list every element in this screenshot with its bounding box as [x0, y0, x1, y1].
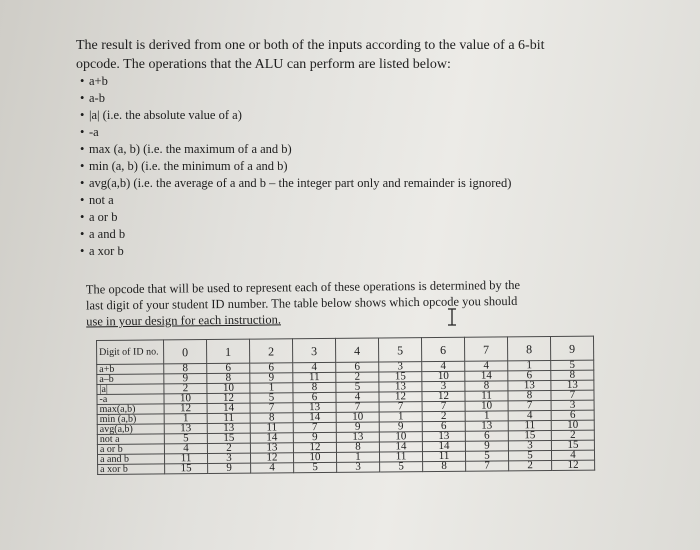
opcode-cell: 13	[508, 381, 551, 391]
operation-label-cell: a and b	[97, 454, 164, 465]
opcode-cell: 4	[164, 444, 207, 454]
opcode-cell: 5	[380, 462, 423, 472]
opcode-cell: 10	[465, 401, 508, 411]
operation-label-cell: min (a,b)	[97, 414, 164, 425]
opcode-cell: 11	[508, 421, 551, 431]
operation-item: • a-b	[80, 90, 640, 107]
opcode-cell: 6	[465, 431, 508, 441]
opcode-cell: 2	[207, 443, 250, 453]
operation-item: • max (a, b) (i.e. the maximum of a and b)	[80, 141, 640, 158]
opcode-paragraph-line: use in your design for each instruction.	[86, 312, 281, 329]
opcode-cell: 7	[293, 422, 336, 432]
operations-list	[80, 73, 640, 260]
opcode-cell: 10	[379, 432, 422, 442]
opcode-cell: 13	[551, 380, 594, 390]
operation-label-cell: -a	[97, 394, 164, 405]
digit-header-cell: 0	[164, 340, 207, 364]
opcode-cell: 4	[508, 411, 551, 421]
operation-label-cell: |a|	[97, 384, 164, 395]
operation-item: • not a	[80, 192, 640, 209]
operation-label-cell: max(a,b)	[97, 404, 164, 415]
digit-header-cell: 9	[550, 336, 593, 360]
opcode-cell: 13	[422, 431, 465, 441]
opcode-cell: 11	[293, 372, 336, 382]
opcode-cell: 3	[337, 462, 380, 472]
opcode-cell: 5	[164, 434, 207, 444]
text-cursor-icon	[446, 308, 458, 326]
opcode-cell: 9	[164, 374, 207, 384]
opcode-cell: 7	[422, 401, 465, 411]
opcode-cell: 6	[207, 363, 250, 373]
operation-item: • |a| (i.e. the absolute value of a)	[80, 107, 640, 124]
opcode-cell: 13	[336, 432, 379, 442]
opcode-cell: 5	[294, 462, 337, 472]
opcode-cell: 8	[465, 381, 508, 391]
opcode-cell: 8	[508, 391, 551, 401]
opcode-paragraph-line: last digit of your student ID number. The table below shows which opcode you should	[85, 293, 518, 313]
opcode-cell: 7	[250, 403, 293, 413]
opcode-cell: 12	[379, 392, 422, 402]
header-label-cell: Digit of ID no.	[97, 340, 164, 365]
intro-paragraph: The result is derived from one or both of the inputs according to the value of a 6-bit opcode. The operations that the ALU can perform are listed below:	[76, 38, 545, 72]
digit-header-cell: 7	[464, 337, 507, 361]
opcode-cell: 7	[379, 402, 422, 412]
opcode-cell: 1	[508, 361, 551, 371]
opcode-cell: 8	[423, 461, 466, 471]
operation-item: • -a	[80, 124, 640, 141]
operation-item: • a or b	[80, 209, 640, 226]
opcode-cell: 8	[336, 442, 379, 452]
opcode-cell: 14	[293, 412, 336, 422]
opcode-cell: 4	[293, 362, 336, 372]
opcode-cell: 12	[422, 391, 465, 401]
operation-item: • avg(a,b) (i.e. the average of a and b – the integer part only and remainder is ignored)	[80, 175, 640, 192]
opcode-cell: 1	[336, 452, 379, 462]
opcode-cell: 9	[379, 422, 422, 432]
opcode-cell: 1	[250, 383, 293, 393]
opcode-cell: 12	[293, 442, 336, 452]
opcode-cell: 14	[207, 403, 250, 413]
opcode-paragraph-line: The opcode that will be used to represent each of these operations is determined by the	[85, 277, 521, 297]
opcode-cell: 3	[422, 381, 465, 391]
opcode-cell: 4	[251, 463, 294, 473]
opcode-cell: 15	[379, 372, 422, 382]
opcode-cell: 5	[250, 393, 293, 403]
opcode-cell: 13	[164, 424, 207, 434]
opcode-cell: 4	[551, 450, 594, 460]
opcode-cell: 10	[207, 383, 250, 393]
operation-label-cell: a xor b	[98, 464, 165, 475]
operation-label-cell: a+b	[97, 364, 164, 375]
opcode-cell: 6	[336, 362, 379, 372]
opcode-cell: 2	[509, 461, 552, 471]
opcode-cell: 13	[250, 443, 293, 453]
opcode-cell: 2	[422, 411, 465, 421]
opcode-cell: 15	[551, 440, 594, 450]
opcode-cell: 12	[250, 453, 293, 463]
opcode-cell: 4	[336, 392, 379, 402]
opcode-paragraph	[86, 277, 556, 330]
operation-label-cell: a–b	[97, 374, 164, 385]
opcode-cell: 3	[551, 400, 594, 410]
opcode-cell: 11	[164, 454, 207, 464]
opcode-cell: 7	[508, 401, 551, 411]
opcode-cell: 7	[466, 461, 509, 471]
opcode-cell: 1	[379, 412, 422, 422]
opcode-cell: 7	[551, 390, 594, 400]
opcode-cell: 3	[207, 453, 250, 463]
opcode-cell: 13	[465, 421, 508, 431]
opcode-cell: 11	[379, 452, 422, 462]
digit-header-cell: 3	[292, 338, 335, 362]
opcode-cell: 9	[336, 422, 379, 432]
opcode-cell: 15	[207, 433, 250, 443]
opcode-cell: 8	[164, 364, 207, 374]
opcode-cell: 10	[336, 412, 379, 422]
opcode-cell: 10	[164, 394, 207, 404]
opcode-cell: 12	[552, 460, 595, 470]
digit-header-cell: 2	[249, 339, 292, 363]
opcode-cell: 6	[250, 363, 293, 373]
opcode-cell: 14	[379, 442, 422, 452]
digit-header-cell: 1	[207, 339, 250, 363]
opcode-cell: 2	[164, 384, 207, 394]
digit-header-cell: 6	[421, 337, 464, 361]
opcode-cell: 8	[250, 413, 293, 423]
opcode-cell: 13	[293, 402, 336, 412]
operation-label-cell: a or b	[97, 444, 164, 455]
opcode-cell: 5	[336, 382, 379, 392]
opcode-cell: 4	[422, 361, 465, 371]
opcode-cell: 9	[465, 441, 508, 451]
opcode-cell: 8	[551, 370, 594, 380]
opcode-cell: 11	[207, 413, 250, 423]
operation-item: • a xor b	[80, 243, 640, 260]
opcode-cell: 12	[207, 393, 250, 403]
opcode-cell: 2	[336, 372, 379, 382]
opcode-cell: 4	[465, 361, 508, 371]
opcode-cell: 7	[336, 402, 379, 412]
opcode-cell: 12	[164, 404, 207, 414]
operation-label-cell: avg(a,b)	[97, 424, 164, 435]
opcode-cell: 6	[551, 410, 594, 420]
opcode-cell: 15	[508, 431, 551, 441]
operation-item: • a and b	[80, 226, 640, 243]
opcode-cell: 14	[465, 371, 508, 381]
opcode-cell: 5	[508, 451, 551, 461]
opcode-cell: 1	[465, 411, 508, 421]
opcode-cell: 15	[165, 464, 208, 474]
opcode-cell: 5	[551, 360, 594, 370]
opcode-cell: 10	[422, 371, 465, 381]
digit-header-cell: 4	[335, 338, 378, 362]
operation-label-cell: not a	[97, 434, 164, 445]
opcode-cell: 5	[465, 451, 508, 461]
opcode-cell: 2	[551, 430, 594, 440]
opcode-cell: 6	[422, 421, 465, 431]
operation-item: • a+b	[80, 73, 640, 90]
digit-header-cell: 8	[507, 337, 550, 361]
opcode-cell: 10	[551, 420, 594, 430]
operation-item: • min (a, b) (i.e. the minimum of a and b)	[80, 158, 640, 175]
digit-header-cell: 5	[378, 338, 421, 362]
opcode-cell: 1	[164, 414, 207, 424]
opcode-cell: 9	[293, 432, 336, 442]
opcode-cell: 3	[379, 362, 422, 372]
opcode-cell: 13	[207, 423, 250, 433]
opcode-cell: 11	[250, 423, 293, 433]
opcode-cell: 11	[422, 451, 465, 461]
opcode-cell: 8	[293, 382, 336, 392]
opcode-cell: 6	[508, 371, 551, 381]
opcode-cell: 9	[250, 373, 293, 383]
opcode-cell: 3	[508, 441, 551, 451]
opcode-cell: 6	[293, 392, 336, 402]
opcode-cell: 8	[207, 373, 250, 383]
opcode-cell: 9	[208, 463, 251, 473]
opcode-cell: 13	[379, 382, 422, 392]
opcode-cell: 10	[293, 452, 336, 462]
opcode-cell: 14	[250, 433, 293, 443]
opcode-cell: 11	[465, 391, 508, 401]
opcode-table	[96, 336, 595, 475]
opcode-cell: 14	[422, 441, 465, 451]
